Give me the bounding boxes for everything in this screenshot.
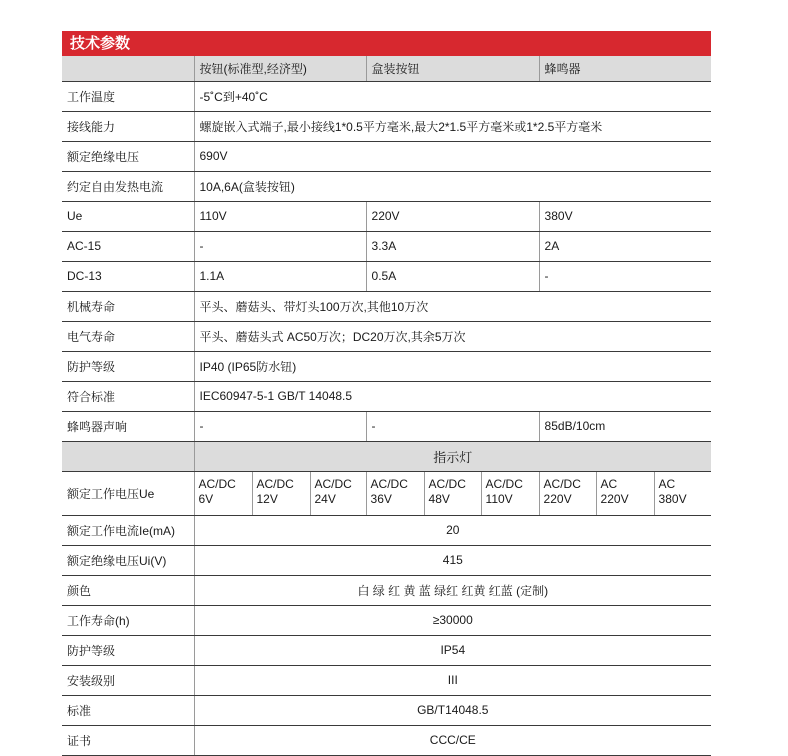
table-row	[62, 665, 711, 695]
table-row	[62, 695, 711, 725]
header-buzzer-col: 蜂鸣器	[539, 56, 711, 81]
voltage-value: 36V	[370, 491, 392, 506]
voltage-type: AC	[658, 476, 676, 491]
table-row	[62, 291, 711, 321]
row-value: 415	[194, 545, 711, 575]
voltage-value: 6V	[198, 491, 214, 506]
row-label: AC-15	[62, 231, 194, 261]
row-label: 约定自由发热电流	[62, 171, 194, 201]
row-label: 额定绝缘电压Ui(V)	[62, 545, 194, 575]
voltage-type: AC/DC	[256, 476, 294, 491]
voltage-cell	[366, 471, 424, 515]
row-label: 接线能力	[62, 111, 194, 141]
table-row	[62, 515, 711, 545]
row-value: 20	[194, 515, 711, 545]
row-label: 安装级别	[62, 665, 194, 695]
row-value: 110V	[194, 201, 366, 231]
table-row	[62, 411, 711, 441]
row-value: 平头、蘑菇头、带灯头100万次,其他10万次	[194, 291, 711, 321]
table-row	[62, 725, 711, 755]
row-value: 螺旋嵌入式端子,最小接线1*0.5平方毫米,最大2*1.5平方毫米或1*2.5平方毫米	[194, 111, 711, 141]
row-label: 额定工作电流Ie(mA)	[62, 515, 194, 545]
table-row	[62, 635, 711, 665]
row-label: 电气寿命	[62, 321, 194, 351]
header-blank	[62, 56, 194, 81]
row-value: CCC/CE	[194, 725, 711, 755]
voltage-type: AC	[600, 476, 618, 491]
voltage-cell	[539, 471, 596, 515]
row-value: 白 绿 红 黄 蓝 绿红 红黄 红蓝 (定制)	[194, 575, 711, 605]
voltage-cell	[481, 471, 539, 515]
row-value: 1.1A	[194, 261, 366, 291]
voltage-type: AC/DC	[543, 476, 581, 491]
indicator-section-title: 指示灯	[194, 441, 711, 471]
table-row	[62, 261, 711, 291]
voltage-type: AC/DC	[485, 476, 523, 491]
voltage-value: 110V	[485, 491, 513, 506]
row-label: 证书	[62, 725, 194, 755]
spec-page	[62, 31, 711, 756]
row-label: 额定绝缘电压	[62, 141, 194, 171]
voltage-type: AC/DC	[370, 476, 408, 491]
voltage-value: 12V	[256, 491, 278, 506]
row-label: Ue	[62, 201, 194, 231]
row-value: IP40 (IP65防水钮)	[194, 351, 711, 381]
table-header-row	[62, 56, 711, 81]
row-value: 690V	[194, 141, 711, 171]
table-row	[62, 141, 711, 171]
row-label: 工作温度	[62, 81, 194, 111]
row-label: 防护等级	[62, 635, 194, 665]
voltage-cell	[654, 471, 711, 515]
row-label: 防护等级	[62, 351, 194, 381]
row-value: IEC60947-5-1 GB/T 14048.5	[194, 381, 711, 411]
row-value: 2A	[539, 231, 711, 261]
voltage-cell	[596, 471, 654, 515]
voltage-row	[62, 471, 711, 515]
table-row	[62, 171, 711, 201]
row-label: 机械寿命	[62, 291, 194, 321]
row-value: -	[194, 231, 366, 261]
row-value: -	[194, 411, 366, 441]
table-row	[62, 605, 711, 635]
voltage-cell	[252, 471, 310, 515]
table-row	[62, 111, 711, 141]
table-row	[62, 575, 711, 605]
voltage-type: AC/DC	[198, 476, 236, 491]
voltage-cell	[310, 471, 366, 515]
table-row	[62, 351, 711, 381]
row-value: 平头、蘑菇头式 AC50万次；DC20万次,其余5万次	[194, 321, 711, 351]
header-button-col: 按钮(标准型,经济型)	[194, 56, 366, 81]
row-label: 蜂鸣器声响	[62, 411, 194, 441]
row-label: 符合标准	[62, 381, 194, 411]
table-row	[62, 321, 711, 351]
section-title: 技术参数	[62, 31, 711, 56]
table-row	[62, 381, 711, 411]
row-value: GB/T14048.5	[194, 695, 711, 725]
voltage-value: 48V	[428, 491, 450, 506]
row-value: 3.3A	[366, 231, 539, 261]
row-label: 标准	[62, 695, 194, 725]
voltage-value: 380V	[658, 491, 687, 506]
row-value: IP54	[194, 635, 711, 665]
voltage-value: 220V	[600, 491, 629, 506]
row-label: 额定工作电压Ue	[62, 471, 194, 515]
row-value: -5˚C到+40˚C	[194, 81, 711, 111]
voltage-type: AC/DC	[314, 476, 352, 491]
indicator-section-row	[62, 441, 711, 471]
row-value: -	[539, 261, 711, 291]
voltage-cell	[194, 471, 252, 515]
row-value: 220V	[366, 201, 539, 231]
voltage-value: 220V	[543, 491, 572, 506]
table-row	[62, 545, 711, 575]
table-row	[62, 81, 711, 111]
spec-table	[62, 56, 711, 756]
voltage-cell	[424, 471, 481, 515]
row-value: 380V	[539, 201, 711, 231]
header-box-button-col: 盒装按钮	[366, 56, 539, 81]
row-value: 10A,6A(盒装按钮)	[194, 171, 711, 201]
row-value: 85dB/10cm	[539, 411, 711, 441]
row-label: DC-13	[62, 261, 194, 291]
voltage-value: 24V	[314, 491, 336, 506]
voltage-type: AC/DC	[428, 476, 466, 491]
row-label: 工作寿命(h)	[62, 605, 194, 635]
row-label: 颜色	[62, 575, 194, 605]
row-value: III	[194, 665, 711, 695]
table-row	[62, 201, 711, 231]
section-blank	[62, 441, 194, 471]
row-value: 0.5A	[366, 261, 539, 291]
table-row	[62, 231, 711, 261]
row-value: ≥30000	[194, 605, 711, 635]
row-value: -	[366, 411, 539, 441]
